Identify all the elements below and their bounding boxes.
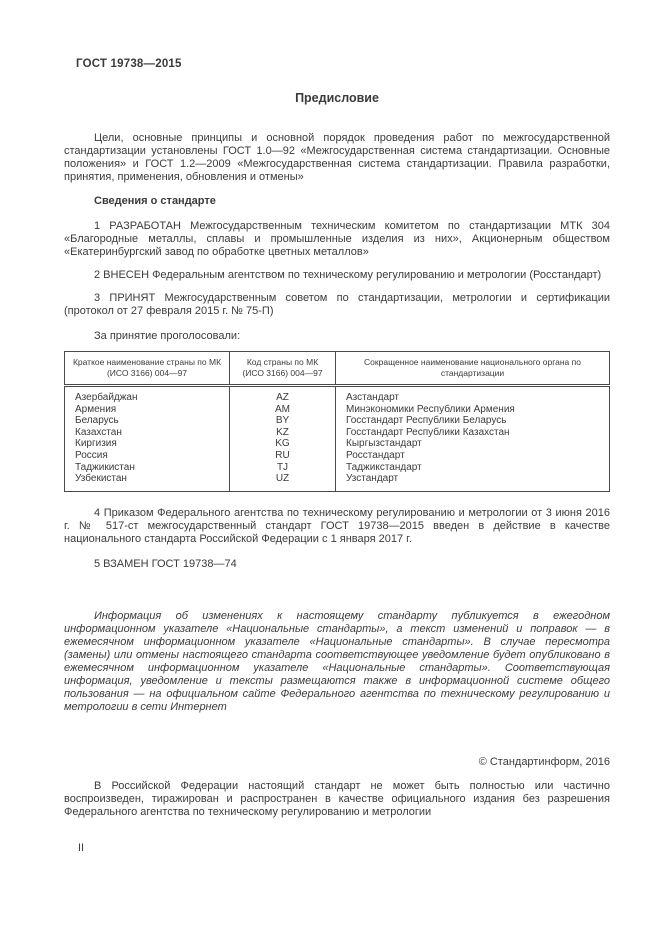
vote-table-header-row xyxy=(65,352,610,386)
intro-paragraph: Цели, основные принципы и основной порядок проведения работ по межгосударственной стандартизации установлены ГОСТ 1.0—92 «Межгосударственная система стандартизации. Основные положения» и ГОСТ 1.2—2009 «Межгосударственная система стандартизации. Правила разработки, принятия, применения, обновления и отмены» xyxy=(64,132,610,183)
vote-table-container xyxy=(64,351,610,492)
cell-body: Минэкономики Республики Армения xyxy=(336,404,610,416)
table-row xyxy=(65,438,610,450)
cell-code: UZ xyxy=(230,473,336,491)
column-header-country: Краткое наименование страны по МК (ИСО 3166) 004—97 xyxy=(65,352,230,386)
cell-code: RU xyxy=(230,450,336,462)
info-item-submitted: 2 ВНЕСЕН Федеральным агентством по техническому регулированию и метрологии (Росстандарт) xyxy=(94,269,602,281)
info-item-developed: 1 РАЗРАБОТАН Межгосударственным техническим комитетом по стандартизации МТК 304 «Благородные металлы, сплавы и промышленные изделия из них», Акционерным обществом «Екатеринбургский завод по обработке цветных металлов» xyxy=(64,220,610,258)
copyright-line: © Стандартинформ, 2016 xyxy=(478,755,610,768)
table-row xyxy=(65,473,610,491)
cell-country: Беларусь xyxy=(75,415,119,427)
cell-code: KZ xyxy=(230,427,336,439)
amendments-notice: Информация об изменениях к настоящему стандарту публикуется в ежегодном информационном указателе «Национальные стандарты», а текст изменений и поправок — в ежемесячном информационном указателе «Национальные стандарты». В случае пересмотра (замены) или отмены настоящего стандарта соответствующее уведомление будет опубликовано в ежемесячном информационном указателе «Национальные стандарты». Соответствующая информация, уведомление и тексты размещаются также в информационной системе общего пользования — на официальном сайте Федерального агентства по техническому регулированию и метрологии в сети Интернет xyxy=(64,609,610,713)
standard-info-heading: Сведения о стандарте xyxy=(94,195,216,207)
cell-code: AM xyxy=(230,404,336,416)
cell-code: BY xyxy=(230,415,336,427)
table-row xyxy=(65,404,610,416)
info-item-replaces: 5 ВЗАМЕН ГОСТ 19738—74 xyxy=(94,557,237,570)
cell-country: Армения xyxy=(75,403,117,415)
cell-body: Таджикстандарт xyxy=(336,462,610,474)
cell-body: Росстандарт xyxy=(336,450,610,462)
vote-intro-label: За принятие проголосовали: xyxy=(94,330,241,342)
table-row xyxy=(65,386,610,404)
cell-code: AZ xyxy=(230,386,336,404)
page-title: Предисловие xyxy=(295,91,379,105)
table-row xyxy=(65,462,610,474)
column-header-code: Код страны по МК (ИСО 3166) 004—97 xyxy=(230,352,336,386)
info-item-adopted: 3 ПРИНЯТ Межгосударственным советом по стандартизации, метрологии и сертификации (протокол от 27 февраля 2015 г. № 75-П) xyxy=(64,292,610,317)
document-code: ГОСТ 19738—2015 xyxy=(76,58,182,70)
cell-country: Узбекистан xyxy=(75,473,127,485)
cell-country: Киргизия xyxy=(75,438,117,450)
cell-code: TJ xyxy=(230,462,336,474)
cell-body: Азстандарт xyxy=(336,386,610,404)
cell-body: Госстандарт Республики Казахстан xyxy=(336,427,610,439)
cell-body: Госстандарт Республики Беларусь xyxy=(336,415,610,427)
vote-table xyxy=(64,351,610,492)
cell-code: KG xyxy=(230,438,336,450)
cell-body: Кыргызстандарт xyxy=(336,438,610,450)
table-row xyxy=(65,415,610,427)
info-item-enacted: 4 Приказом Федерального агентства по техническому регулированию и метрологии от 3 июня 2016 г. № 517-ст межгосударственный стандарт ГОСТ 19738—2015 введен в действие в качестве национального стандарта Российской Федерации с 1 января 2017 г. xyxy=(64,506,610,545)
table-row xyxy=(65,450,610,462)
page-number: II xyxy=(78,842,85,854)
column-header-body: Сокращенное наименование национального органа по стандартизации xyxy=(336,352,610,386)
cell-country: Россия xyxy=(75,449,108,461)
cell-country: Азербайджан xyxy=(75,392,138,403)
cell-country: Таджикистан xyxy=(75,461,135,473)
page-content xyxy=(64,58,610,819)
cell-body: Узстандарт xyxy=(336,473,610,491)
reproduction-notice: В Российской Федерации настоящий стандарт не может быть полностью или частично воспроизведен, тиражирован и распространен в качестве официального издания без разрешения Федерального агентства по техническому регулированию и метрологии xyxy=(64,779,610,818)
table-row xyxy=(65,427,610,439)
cell-country: Казахстан xyxy=(75,426,122,438)
